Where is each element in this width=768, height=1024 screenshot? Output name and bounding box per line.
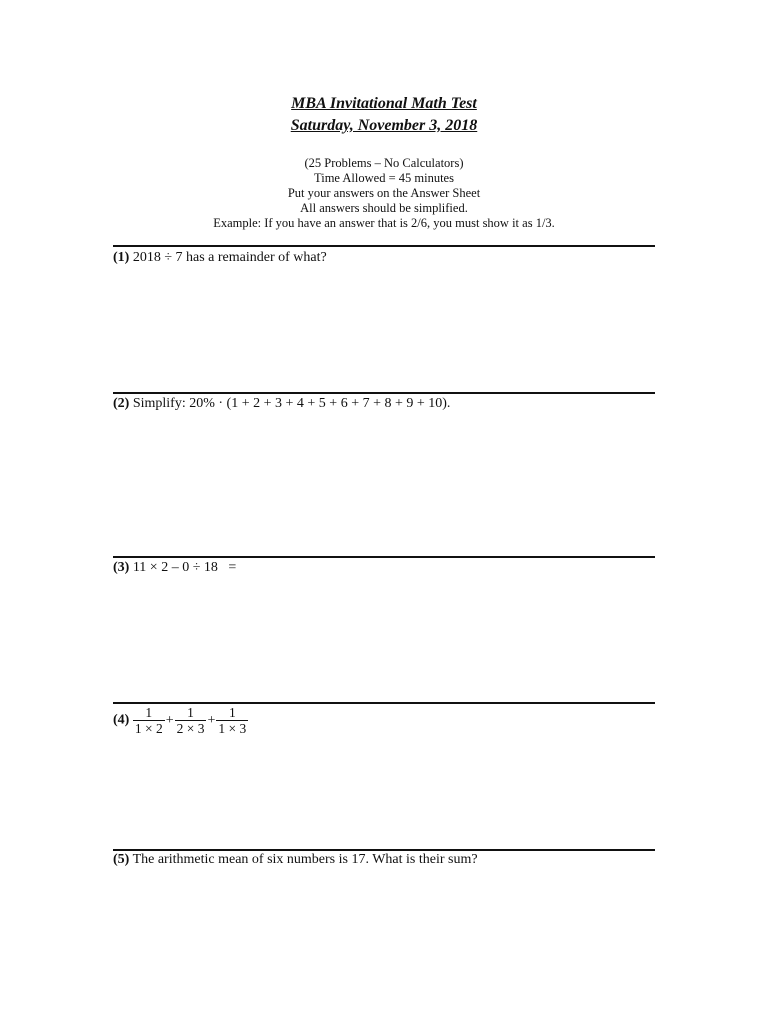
problem-text: 2018 ÷ 7 has a remainder of what? [132,250,327,265]
divider [113,702,655,704]
problem-1 [113,250,327,266]
divider [113,849,655,851]
fraction-denominator: 2 × 3 [176,721,205,736]
test-title: MBA Invitational Math Test [291,95,477,112]
instruction-line: Put your answers on the Answer Sheet [287,186,481,200]
divider [113,245,655,247]
problem-number: (2) [113,396,130,411]
problem-number: (4) [113,712,130,728]
problem-4 [113,705,248,736]
instructions [0,156,768,231]
plus-operator: + [165,712,174,728]
problem-text: Simplify: 20% · (1 + 2 + 3 + 4 + 5 + 6 + 7 + 8 + 9 + 10). [132,396,451,411]
instruction-line: Time Allowed = 45 minutes [314,171,454,185]
fraction-numerator: 1 [216,705,248,721]
instruction-line: (25 Problems – No Calculators) [304,156,464,170]
instruction-line: All answers should be simplified. [300,201,468,215]
problem-text: 11 × 2 – 0 ÷ 18 = [132,560,237,575]
test-date: Saturday, November 3, 2018 [290,117,478,134]
problem-5 [113,852,478,868]
problem-text: The arithmetic mean of six numbers is 17. What is their sum? [132,852,478,867]
problem-3 [113,560,236,576]
fraction-numerator: 1 [175,705,207,721]
fraction-denominator: 1 × 2 [134,721,163,736]
plus-operator: + [207,712,216,728]
divider [113,392,655,394]
fraction [175,705,207,736]
instruction-line: Example: If you have an answer that is 2/6, you must show it as 1/3. [213,216,555,230]
problem-number: (1) [113,250,130,265]
problem-number: (3) [113,560,130,575]
fraction [133,705,165,736]
fraction-numerator: 1 [133,705,165,721]
fraction-denominator: 1 × 3 [218,721,247,736]
problem-number: (5) [113,852,130,867]
problem-2 [113,396,450,412]
fraction [216,705,248,736]
divider [113,556,655,558]
